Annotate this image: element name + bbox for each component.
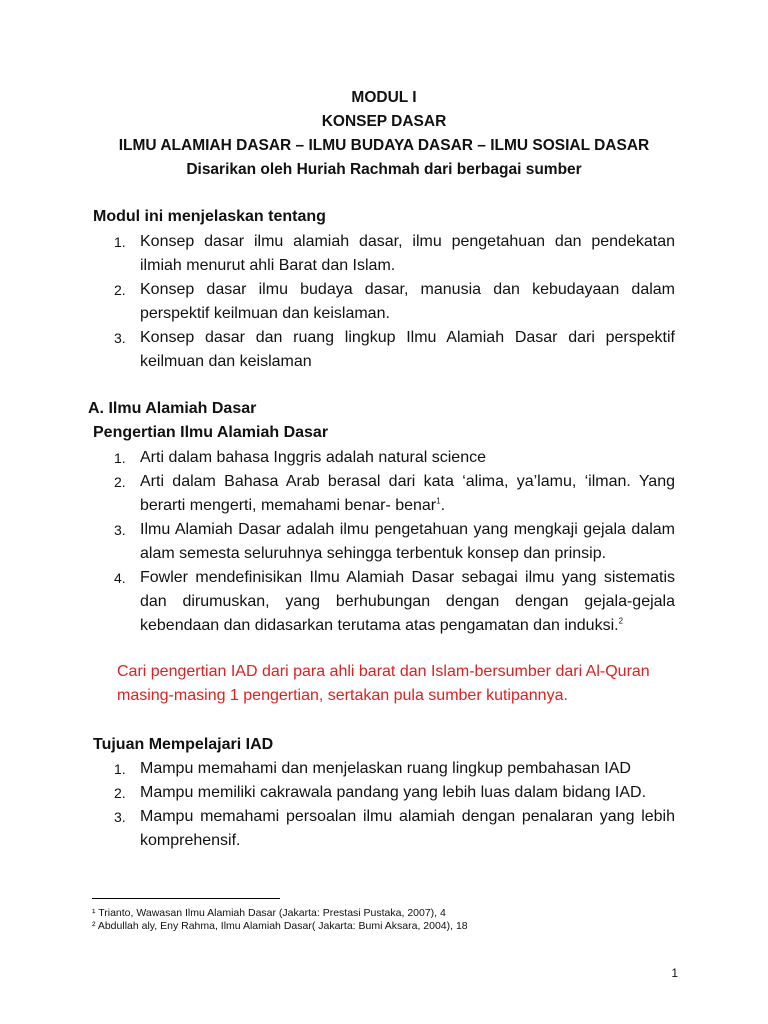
footnote-ref: 1 (436, 496, 441, 506)
footnote-1: ¹ Trianto, Wawasan Ilmu Alamiah Dasar (Jakarta: Prestasi Pustaka, 2007), 4 (92, 907, 446, 919)
intro-heading: Modul ini menjelaskan tentang (93, 208, 326, 225)
list-item-text: Fowler mendefinisikan Ilmu Alamiah Dasar sebagai ilmu yang sistematis dan dirumuskan, yang berhubungan dengan dengan gejala-gejala kebendaan dan didasarkan terutama atas pengamatan dan induksi. (140, 569, 675, 634)
tujuan-list (114, 757, 675, 853)
assignment-note: Cari pengertian IAD dari para ahli barat dan Islam-bersumber dari Al-Quran masing-masing 1 pengertian, sertakan pula sumber kutipannya. (117, 663, 650, 704)
list-item-text: Mampu memahami persoalan ilmu alamiah dengan penalaran yang lebih komprehensif. (140, 808, 675, 849)
definition-list (114, 446, 675, 638)
footnote-ref: 2 (618, 616, 624, 626)
list-item-text: Arti dalam bahasa Inggris adalah natural science (140, 449, 486, 466)
section-a-subheading: Pengertian Ilmu Alamiah Dasar (93, 424, 329, 441)
list-item-text: Arti dalam Bahasa Arab berasal dari kata ‘alima, ya’lamu, ‘ilman. Yang berarti mengerti, memahami benar- benar (140, 473, 675, 514)
list-number: 2. (114, 282, 126, 298)
list-item (114, 566, 675, 638)
footnote-separator (92, 898, 280, 899)
list-number: 1. (114, 761, 126, 777)
tujuan-heading: Tujuan Mempelajari IAD (93, 736, 274, 753)
list-item (114, 446, 675, 470)
list-item (114, 278, 675, 326)
list-number: 3. (114, 330, 126, 346)
page-number: 1 (671, 966, 678, 980)
list-item-text: Konsep dasar ilmu budaya dasar, manusia dan kebudayaan dalam perspektif keilmuan dan keislaman. (140, 281, 675, 322)
section-a-heading: A. Ilmu Alamiah Dasar (88, 400, 257, 417)
list-item (114, 518, 675, 566)
module-subtitle: KONSEP DASAR (321, 113, 447, 130)
list-item (114, 805, 675, 853)
list-item (114, 470, 675, 518)
list-item-text: Mampu memahami dan menjelaskan ruang lingkup pembahasan IAD (140, 760, 631, 777)
list-number: 2. (114, 474, 126, 490)
module-topics: ILMU ALAMIAH DASAR – ILMU BUDAYA DASAR – ILMU SOSIAL DASAR (118, 137, 650, 154)
list-item (114, 781, 675, 805)
list-number: 3. (114, 522, 126, 538)
footnote-2: ² Abdullah aly, Eny Rahma, Ilmu Alamiah Dasar( Jakarta: Bumi Aksara, 2004), 18 (92, 920, 468, 932)
list-number: 1. (114, 450, 126, 466)
list-item-text: Konsep dasar ilmu alamiah dasar, ilmu pengetahuan dan pendekatan ilmiah menurut ahli Barat dan Islam. (140, 233, 675, 274)
list-item (114, 230, 675, 278)
module-author: Disarikan oleh Huriah Rachmah dari berbagai sumber (186, 161, 582, 178)
intro-list (114, 230, 675, 374)
list-item-text: Mampu memiliki cakrawala pandang yang lebih luas dalam bidang IAD. (140, 784, 647, 801)
module-title: MODUL I (351, 89, 417, 106)
list-item (114, 326, 675, 374)
list-number: 1. (114, 234, 126, 250)
list-number: 4. (114, 570, 126, 586)
list-item-text: Konsep dasar dan ruang lingkup Ilmu Alamiah Dasar dari perspektif keilmuan dan keislaman (140, 329, 675, 370)
list-item (114, 757, 675, 781)
list-number: 3. (114, 809, 126, 825)
list-number: 2. (114, 785, 126, 801)
list-item-text: Ilmu Alamiah Dasar adalah ilmu pengetahuan yang mengkaji gejala dalam alam semesta seluruhnya sehingga terbentuk konsep dan prinsip. (140, 521, 675, 562)
list-item-text-end: . (440, 497, 446, 514)
